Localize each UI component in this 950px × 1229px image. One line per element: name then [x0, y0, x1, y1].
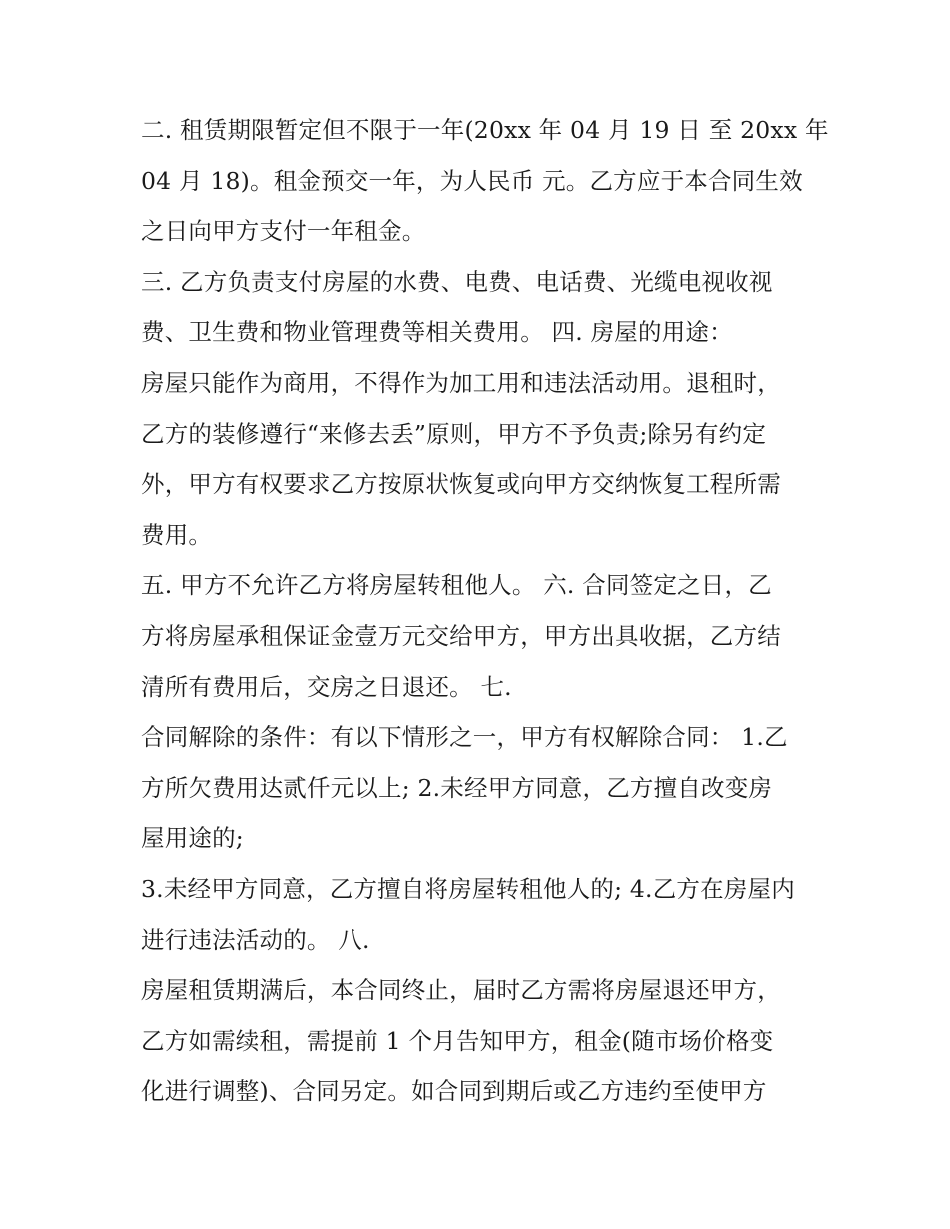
- text-line: 化进行调整)、合同另定。如合同到期后或乙方违约至使甲方: [141, 1077, 767, 1106]
- text-line: 五. 甲方不允许乙方将房屋转租他人。 六. 合同签定之日，乙: [141, 571, 772, 600]
- text-line: 二. 租赁期限暂定但不限于一年(20xx 年 04 月 19 日 至 20xx 年: [141, 116, 829, 144]
- text-line: 之日向甲方支付一年租金。: [141, 217, 426, 246]
- text-line: 外，甲方有权要求乙方按原状恢复或向甲方交纳恢复工程所需: [141, 470, 781, 499]
- document-page: [141, 112, 829, 1124]
- text-line: 合同解除的条件：有以下情形之一，甲方有权解除合同： 1.乙: [141, 723, 788, 752]
- text-line: 乙方如需续租，需提前 1 个月告知甲方，租金(随市场价格变: [141, 1026, 774, 1055]
- text-line: 费、卫生费和物业管理费等相关费用。 四. 房屋的用途：: [141, 318, 733, 347]
- text-line: 房屋只能作为商用，不得作为加工用和违法活动用。退租时，: [141, 368, 781, 397]
- text-line: 方将房屋承租保证金壹万元交给甲方，甲方出具收据，乙方结: [141, 621, 781, 650]
- text-line: 04 月 18)。租金预交一年，为人民币 元。乙方应于本合同生效: [141, 166, 803, 195]
- text-line: 清所有费用后，交房之日退还。 七.: [141, 672, 512, 701]
- text-line: 进行违法活动的。 八.: [141, 925, 370, 954]
- text-line: 房屋租赁期满后，本合同终止，届时乙方需将房屋退还甲方，: [141, 976, 781, 1005]
- text-line: 方所欠费用达贰仟元以上; 2.未经甲方同意，乙方擅自改变房: [141, 773, 773, 802]
- text-line: 三. 乙方负责支付房屋的水费、电费、电话费、光缆电视收视: [141, 267, 773, 296]
- text-line: 费用。: [141, 520, 213, 549]
- text-line: 乙方的装修遵行“来修去丢”原则，甲方不予负责;除另有约定: [141, 419, 767, 448]
- text-line: 屋用途的;: [141, 824, 244, 853]
- text-line: 3.未经甲方同意，乙方擅自将房屋转租他人的; 4.乙方在房屋内: [141, 874, 795, 903]
